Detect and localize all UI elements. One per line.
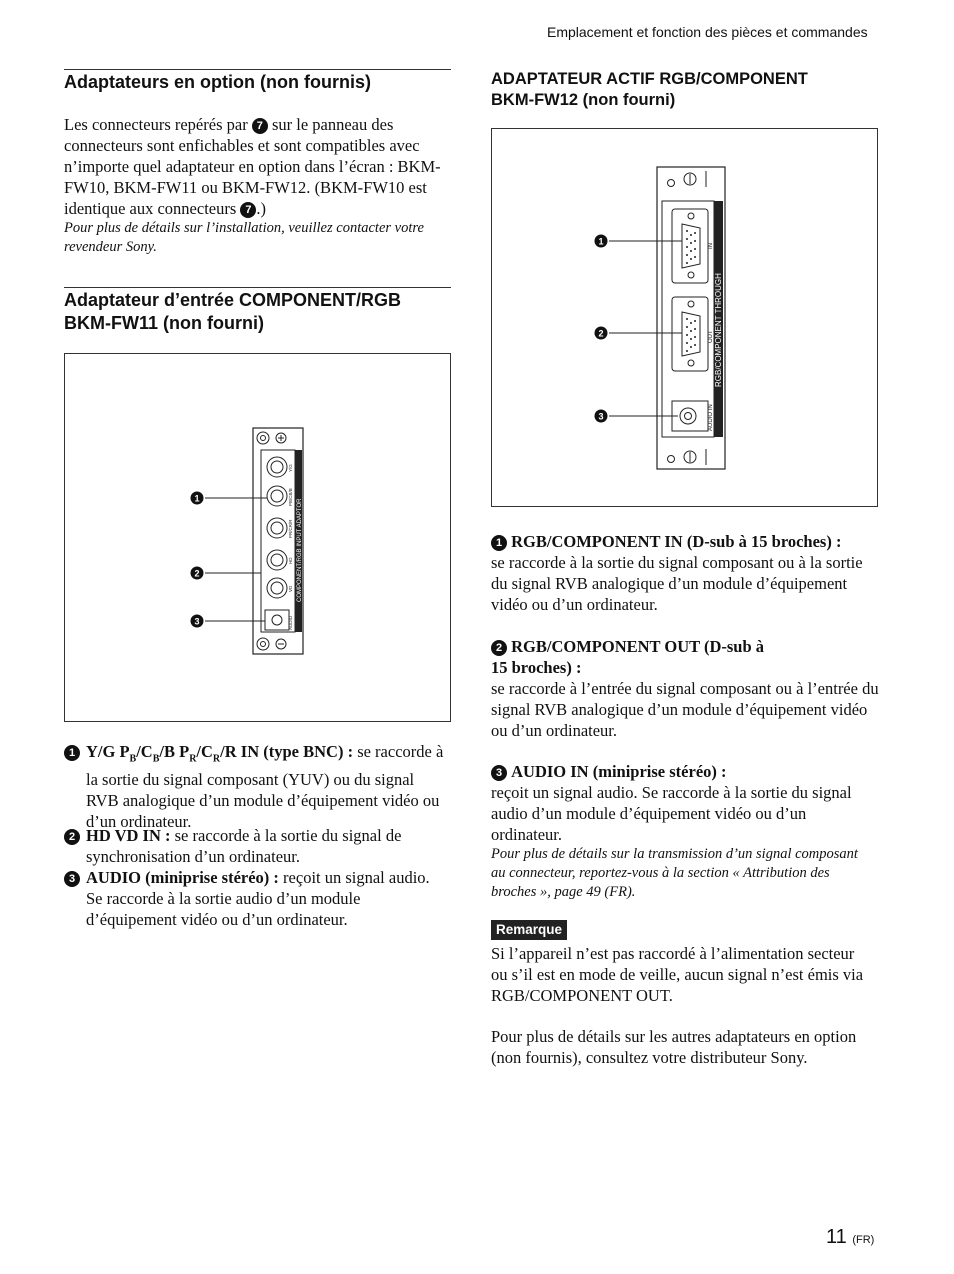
- item-description: reçoit un signal audio. Se raccorde à la sortie audio d’un module d’équipement vidéo ou d’un ordinateur.: [86, 868, 430, 929]
- page-number: [826, 1226, 874, 1249]
- fw12-vertical-label: RGB/COMPONENT THROUGH: [714, 273, 723, 387]
- item-number-badge: 1: [491, 535, 507, 551]
- page-number-suffix: (FR): [852, 1234, 875, 1246]
- intro-text-d: .): [256, 199, 267, 218]
- callout-2-fig2: 2: [598, 328, 604, 339]
- running-header: Emplacement et fonction des pièces et commandes: [547, 24, 868, 40]
- jack-label-audio: AUDIO: [288, 615, 293, 630]
- callout-1-fig1: 1: [194, 493, 200, 504]
- callout-3-fig1: 3: [194, 616, 200, 627]
- list-item: [64, 867, 450, 930]
- item-description: se raccorde à la sortie du signal composant ou à la sortie du signal RVB analogique d’un module d’équipement vidéo ou d’un ordinateur.: [491, 553, 863, 614]
- jack-label-vd: VD: [288, 585, 293, 592]
- title-line-2: BKM-FW12 (non fourni): [491, 91, 676, 109]
- remarque-label: Remarque: [491, 920, 567, 940]
- item-text: [64, 741, 450, 832]
- item-text: [64, 825, 450, 867]
- list-item: [491, 531, 881, 615]
- jack-label-yg: Y/G: [288, 464, 293, 472]
- item-description: se raccorde à la sortie du signal composant (YUV) ou du signal RVB analogique d’un module d’équipement vidéo ou d’un ordinateur.: [86, 742, 444, 832]
- title-line-1: ADAPTATEUR ACTIF RGB/COMPONENT: [491, 70, 808, 88]
- title-line-1: Adaptateur d’entrée COMPONENT/RGB: [64, 290, 402, 310]
- bkm-fw12-panel-drawing: [492, 129, 877, 506]
- item-number-badge: 3: [491, 765, 507, 781]
- closing-paragraph: Pour plus de détails sur les autres adaptateurs en option (non fournis), consultez votre distributeur Sony.: [491, 1027, 857, 1067]
- intro-text-a: Les connecteurs repérés par: [64, 115, 248, 134]
- jack-label-pb: PB/CB/B: [288, 488, 293, 506]
- intro-paragraph: [64, 114, 452, 219]
- item-label: /R IN (type BNC) :: [220, 742, 354, 761]
- port-label-audio-in: AUDIO IN: [708, 404, 714, 431]
- remarque-badge: [491, 920, 567, 940]
- jack-label-pr: PR/CR/R: [288, 519, 293, 538]
- item-text: [64, 867, 450, 930]
- item-number-badge: 1: [64, 745, 80, 761]
- item-label: RGB/COMPONENT IN (D-sub à 15 broches) :: [511, 532, 842, 551]
- callout-2-fig1: 2: [194, 568, 200, 579]
- item-label: RGB/COMPONENT OUT (D-sub à: [511, 637, 765, 656]
- item-label: 15 broches) :: [491, 658, 582, 677]
- item-label: /C: [196, 742, 213, 761]
- jack-label-hd: HD: [288, 557, 293, 564]
- item-label: AUDIO IN (miniprise stéréo) :: [511, 762, 727, 781]
- page-number-value: 11: [826, 1226, 847, 1248]
- callout-1-fig2: 1: [598, 236, 604, 247]
- item-description: se raccorde à l’entrée du signal composant ou à l’entrée du signal RVB analogique d’un module d’équipement vidéo ou d’un ordinateur.: [491, 679, 879, 740]
- install-note: Pour plus de détails sur l’installation, veuillez contacter votre revendeur Sony.: [64, 220, 424, 255]
- section-title-optional-adaptors: Adaptateurs en option (non fournis): [64, 72, 371, 92]
- remarque-text: Si l’appareil n’est pas raccordé à l’alimentation secteur ou s’il est en mode de veille, aucun signal n’est émis via RGB/COMPONENT OUT.: [491, 944, 864, 1005]
- section-title-component-rgb: [64, 289, 401, 335]
- intro-text-c: (BKM-FW10 est identique aux connecteurs: [64, 178, 427, 218]
- figure-bkm-fw11: [64, 353, 451, 722]
- item-label: AUDIO (miniprise stéréo) :: [86, 868, 279, 887]
- item-label: /B P: [159, 742, 190, 761]
- item-number-badge: 3: [64, 871, 80, 887]
- item-description: se raccorde à la sortie du signal de synchronisation d’un ordinateur.: [86, 826, 402, 866]
- item-label-sub: R: [212, 753, 221, 765]
- item-label-sub: B: [129, 753, 137, 765]
- port-label-out: OUT: [708, 330, 714, 343]
- section-rule: [64, 69, 451, 70]
- title-line-2: BKM-FW11 (non fourni): [64, 313, 264, 333]
- item-label-sub: R: [189, 753, 197, 765]
- bkm-fw11-panel-drawing: [65, 354, 450, 721]
- list-item: [64, 825, 450, 867]
- list-item: [491, 636, 881, 741]
- callout-3-fig2: 3: [598, 411, 604, 422]
- port-label-in: IN: [708, 243, 714, 249]
- marker-badge: 7: [240, 202, 256, 218]
- item-number-badge: 2: [64, 829, 80, 845]
- item-label: HD VD IN :: [86, 826, 171, 845]
- marker-badge: 7: [252, 118, 268, 134]
- list-item: [64, 741, 450, 832]
- item-label: Y/G P: [86, 742, 130, 761]
- figure-bkm-fw12: [491, 128, 878, 507]
- item-number-badge: 2: [491, 640, 507, 656]
- fw11-vertical-label: COMPONENT/RGB INPUT ADAPTOR: [297, 498, 303, 602]
- list-item: [491, 761, 881, 845]
- item-description: reçoit un signal audio. Se raccorde à la sortie du signal audio d’un module d’équipement vidéo ou d’un ordinateur.: [491, 783, 852, 844]
- pin-assignment-note: Pour plus de détails sur la transmission d’un signal composant au connecteur, reportez-vous à la section « Attribution des broches », page 49 (FR).: [491, 846, 858, 900]
- section-rule: [64, 287, 451, 288]
- section-title-active-adaptor: [491, 69, 808, 111]
- intro-text-b: sur le panneau des connecteurs sont enfichables et sont compatibles avec n’importe quel adaptateur en option dans l’écran : BKM-FW10, BKM-FW11 ou BKM-FW12.: [64, 115, 441, 197]
- item-label-sub: B: [152, 753, 160, 765]
- item-label: /C: [136, 742, 153, 761]
